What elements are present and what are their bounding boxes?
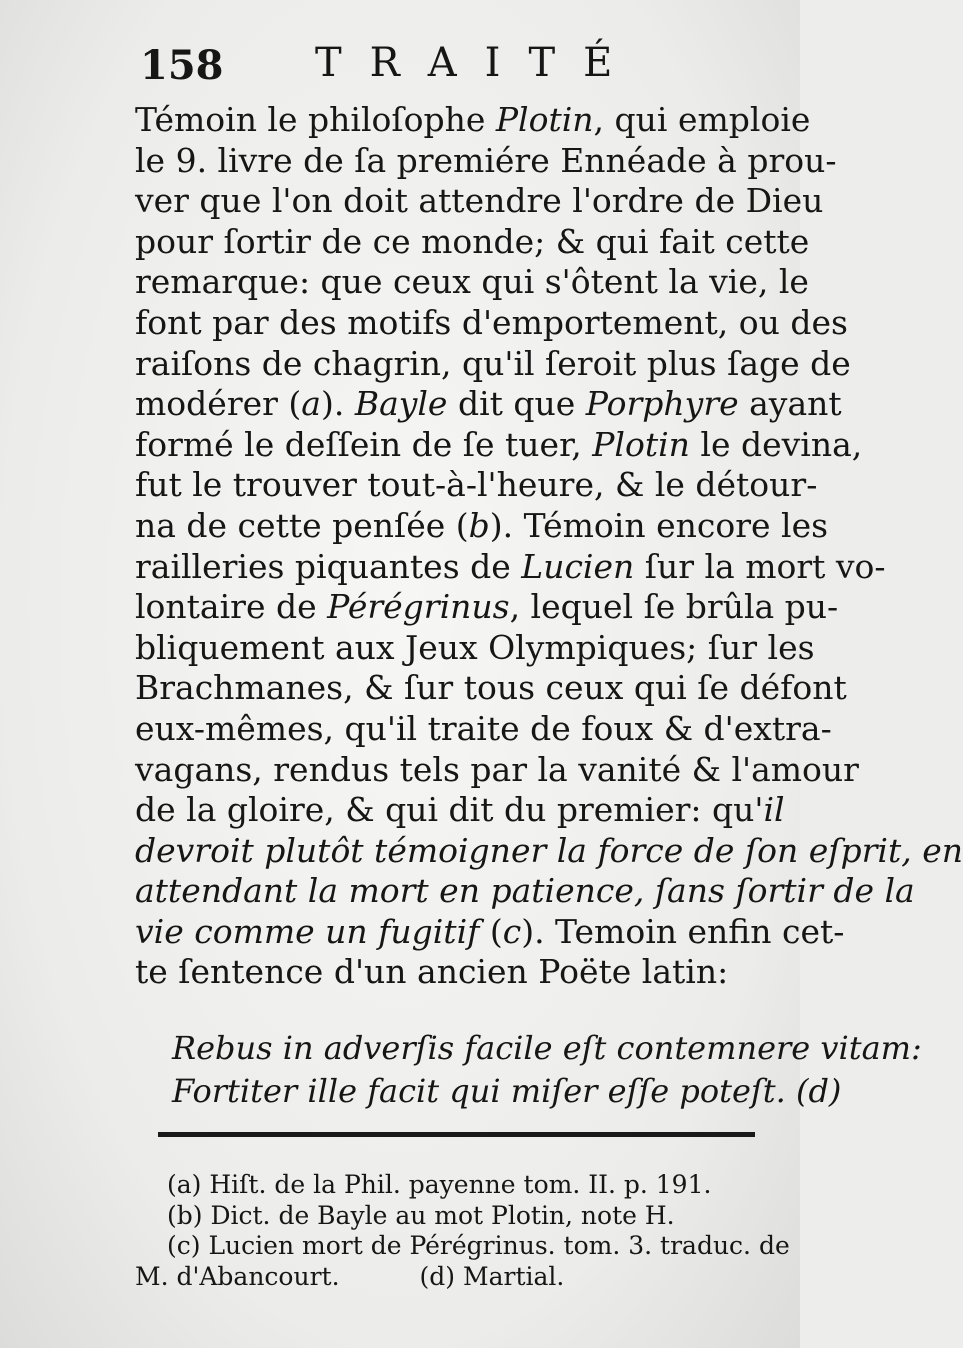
text-line: fut le trouver tout-à-l'heure, & le détour- — [135, 465, 818, 505]
footnote-rule — [158, 1132, 755, 1137]
text-line: font par des motifs d'emportement, ou des — [135, 302, 848, 342]
text-line: raiſons de chagrin, qu'il ſeroit plus ſage de — [135, 343, 851, 383]
text-line: devroit plutôt témoigner la force de ſon eſprit, en — [135, 830, 963, 870]
text-line: Brachmanes, & ſur tous ceux qui ſe défont — [135, 668, 847, 708]
page-header — [130, 36, 760, 96]
text-line: Témoin le philoſophe Plotin, qui emploie — [135, 100, 811, 139]
text-line: eux-mêmes, qu'il traite de foux & d'extra- — [135, 708, 832, 748]
text-line: lontaire de Pérégrinus, lequel ſe brûla pu- — [135, 587, 839, 627]
footnote: (b) Dict. de Bayle au mot Plotin, note H. — [167, 1200, 675, 1230]
text-line: na de cette penſée (b). Témoin encore les — [135, 505, 829, 545]
text-line: ver que l'on doit attendre l'ordre de Dieu — [135, 181, 824, 221]
text-line: vie comme un fugitif (c). Temoin enfin cet- — [135, 911, 845, 951]
text-line: bliquement aux Jeux Olympiques; ſur les — [135, 627, 815, 667]
footnotes — [135, 1170, 790, 1292]
verse-line: Fortiter ille facit qui miſer eſſe poteſt. (d) — [172, 1072, 842, 1110]
text-line: attendant la mort en patience, ſans ſortir de la — [135, 871, 915, 911]
text-line: modérer (a). Bayle dit que Porphyre ayant — [135, 384, 842, 424]
footnote: (a) Hiſt. de la Phil. payenne tom. II. p. 191. — [167, 1170, 712, 1199]
text-line: formé le deſſein de ſe tuer, Plotin le devina, — [135, 424, 863, 464]
text-line: le 9. livre de ſa premiére Ennéade à prou- — [135, 140, 837, 180]
latin-verse — [172, 1027, 922, 1113]
main-paragraph — [135, 100, 963, 993]
text-line: railleries piquantes de Lucien ſur la mort vo- — [135, 546, 886, 586]
verse-line: Rebus in adverſis facile eſt contemnere vitam: — [172, 1029, 922, 1067]
running-title: TRAITÉ — [315, 40, 641, 86]
text-line: de la gloire, & qui dit du premier: qu'il — [135, 790, 785, 830]
text-line: te ſentence d'un ancien Poëte latin: — [135, 952, 729, 992]
footnote: M. d'Abancourt. (d) Martial. — [135, 1261, 565, 1291]
text-line: pour ſortir de ce monde; & qui fait cette — [135, 221, 810, 261]
text-line: vagans, rendus tels par la vanité & l'amour — [135, 749, 859, 789]
page-number: 158 — [140, 42, 224, 89]
text-line: remarque: que ceux qui s'ôtent la vie, le — [135, 262, 809, 302]
footnote: (c) Lucien mort de Pérégrinus. tom. 3. traduc. de — [167, 1231, 790, 1260]
